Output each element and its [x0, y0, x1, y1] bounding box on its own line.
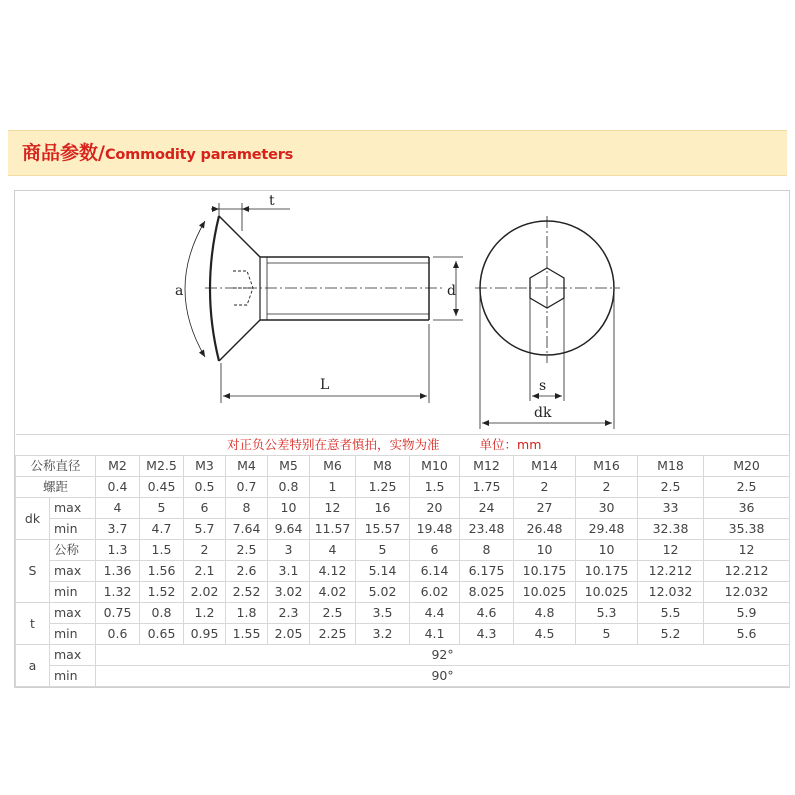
table-cell: 2.05	[268, 624, 310, 645]
table-cell: 4.1	[410, 624, 460, 645]
table-cell: 1.3	[96, 540, 140, 561]
table-cell: 2.02	[184, 582, 226, 603]
table-cell: 4	[96, 498, 140, 519]
table-cell: M12	[460, 456, 514, 477]
table-cell: 5.02	[356, 582, 410, 603]
table-cell: 0.8	[268, 477, 310, 498]
table-cell: 4.7	[140, 519, 184, 540]
table-cell: 0.65	[140, 624, 184, 645]
table-row-s-max	[16, 561, 790, 582]
table-cell: 6.175	[460, 561, 514, 582]
screw-top-view	[475, 216, 620, 429]
table-row-dk-max	[16, 498, 790, 519]
table-cell: 12.032	[638, 582, 704, 603]
table-cell: 3.1	[268, 561, 310, 582]
table-cell: 19.48	[410, 519, 460, 540]
sub-label: min	[50, 666, 96, 687]
sub-label: 公称	[50, 540, 96, 561]
header-bar	[8, 130, 787, 176]
table-cell: M3	[184, 456, 226, 477]
table-cell: 24	[460, 498, 514, 519]
label-d: d	[447, 283, 456, 299]
table-cell: 1.36	[96, 561, 140, 582]
table-cell: 5.6	[704, 624, 790, 645]
table-cell: 1.56	[140, 561, 184, 582]
table-cell: M18	[638, 456, 704, 477]
table-cell: 10	[268, 498, 310, 519]
table-cell: 1.75	[460, 477, 514, 498]
table-cell: 92°	[96, 645, 790, 666]
table-cell: 5.2	[638, 624, 704, 645]
table-cell: 10.175	[514, 561, 576, 582]
table-cell: 3.2	[356, 624, 410, 645]
table-notice-row	[16, 435, 790, 456]
table-cell: 11.57	[310, 519, 356, 540]
table-row-s-min	[16, 582, 790, 603]
table-cell: M14	[514, 456, 576, 477]
sub-label: max	[50, 603, 96, 624]
table-cell: 2.5	[226, 540, 268, 561]
parameters-table	[15, 434, 790, 687]
row-label: 螺距	[16, 477, 96, 498]
table-cell: 0.5	[184, 477, 226, 498]
table-cell: M6	[310, 456, 356, 477]
table-cell: 5	[140, 498, 184, 519]
tolerance-notice: 对正负公差特别在意者慎拍，实物为准	[16, 435, 460, 456]
table-cell: 10	[576, 540, 638, 561]
table-cell: 36	[704, 498, 790, 519]
table-cell: 0.45	[140, 477, 184, 498]
table-cell: 12.212	[704, 561, 790, 582]
table-cell: 10	[514, 540, 576, 561]
table-cell: 10.175	[576, 561, 638, 582]
table-row-t-min	[16, 624, 790, 645]
table-cell: 8.025	[460, 582, 514, 603]
screw-technical-drawing	[15, 191, 789, 434]
table-cell: 6	[184, 498, 226, 519]
table-row-pitch	[16, 477, 790, 498]
screw-side-view	[185, 203, 463, 403]
table-cell: 9.64	[268, 519, 310, 540]
table-cell: 27	[514, 498, 576, 519]
table-cell: 2.5	[638, 477, 704, 498]
table-cell: 2.1	[184, 561, 226, 582]
table-cell: 2.52	[226, 582, 268, 603]
table-cell: 4.5	[514, 624, 576, 645]
table-cell: 6.02	[410, 582, 460, 603]
table-cell: 33	[638, 498, 704, 519]
table-cell: 12.212	[638, 561, 704, 582]
sub-label: min	[50, 582, 96, 603]
table-cell: M16	[576, 456, 638, 477]
sub-label: min	[50, 624, 96, 645]
table-cell: 1.32	[96, 582, 140, 603]
table-cell: 12	[638, 540, 704, 561]
table-cell: 90°	[96, 666, 790, 687]
table-row-dk-min	[16, 519, 790, 540]
table-cell: 3.02	[268, 582, 310, 603]
group-label: a	[16, 645, 50, 687]
table-cell: 4.3	[460, 624, 514, 645]
table-cell: M20	[704, 456, 790, 477]
table-row-t-max	[16, 603, 790, 624]
table-cell: 0.6	[96, 624, 140, 645]
group-label: dk	[16, 498, 50, 540]
table-cell: 10.025	[576, 582, 638, 603]
table-cell: 8	[460, 540, 514, 561]
label-t: t	[269, 193, 275, 209]
label-s: s	[539, 378, 547, 394]
label-L: L	[320, 377, 330, 393]
table-row-a-max	[16, 645, 790, 666]
label-a: a	[175, 283, 184, 299]
table-cell: 2	[184, 540, 226, 561]
table-cell: 2.3	[268, 603, 310, 624]
table-cell: 23.48	[460, 519, 514, 540]
row-label: 公称直径	[16, 456, 96, 477]
table-cell: 0.8	[140, 603, 184, 624]
table-cell: 26.48	[514, 519, 576, 540]
table-cell: 12	[310, 498, 356, 519]
table-cell: 3	[268, 540, 310, 561]
table-cell: 1.55	[226, 624, 268, 645]
table-cell: 4.02	[310, 582, 356, 603]
group-label: t	[16, 603, 50, 645]
table-cell: 16	[356, 498, 410, 519]
table-cell: 12	[704, 540, 790, 561]
sub-label: max	[50, 498, 96, 519]
table-cell: M2	[96, 456, 140, 477]
table-cell: 1.25	[356, 477, 410, 498]
sub-label: max	[50, 645, 96, 666]
table-cell: 2	[514, 477, 576, 498]
table-cell: 5	[356, 540, 410, 561]
table-cell: 0.7	[226, 477, 268, 498]
table-cell: 1.2	[184, 603, 226, 624]
table-cell: M8	[356, 456, 410, 477]
title-cn: 商品参数/	[22, 142, 105, 164]
table-cell: 5.5	[638, 603, 704, 624]
table-cell: 35.38	[704, 519, 790, 540]
table-cell: 7.64	[226, 519, 268, 540]
title-en: Commodity parameters	[104, 147, 294, 163]
table-cell: 2.6	[226, 561, 268, 582]
table-cell: 4.8	[514, 603, 576, 624]
table-cell: 20	[410, 498, 460, 519]
table-cell: 1.5	[140, 540, 184, 561]
table-cell: 5.3	[576, 603, 638, 624]
group-label: S	[16, 540, 50, 603]
label-dk: dk	[534, 405, 552, 421]
table-cell: 2.5	[704, 477, 790, 498]
table-cell: 3.5	[356, 603, 410, 624]
table-cell: M2.5	[140, 456, 184, 477]
table-cell: 32.38	[638, 519, 704, 540]
table-cell: 1.52	[140, 582, 184, 603]
table-cell: 6.14	[410, 561, 460, 582]
table-row-s-nominal	[16, 540, 790, 561]
table-cell: 3.7	[96, 519, 140, 540]
table-cell: 2	[576, 477, 638, 498]
table-row-size	[16, 456, 790, 477]
table-cell: 4.12	[310, 561, 356, 582]
table-cell: M10	[410, 456, 460, 477]
table-cell: 5.14	[356, 561, 410, 582]
page-title	[22, 142, 293, 166]
table-cell: M4	[226, 456, 268, 477]
table-cell: 0.95	[184, 624, 226, 645]
table-cell: 6	[410, 540, 460, 561]
table-cell: 4	[310, 540, 356, 561]
table-cell: 30	[576, 498, 638, 519]
table-cell: 4.4	[410, 603, 460, 624]
table-cell: 12.032	[704, 582, 790, 603]
table-row-a-min	[16, 666, 790, 687]
sub-label: min	[50, 519, 96, 540]
table-cell: 29.48	[576, 519, 638, 540]
table-cell: 5.9	[704, 603, 790, 624]
table-cell: 5.7	[184, 519, 226, 540]
table-cell: 8	[226, 498, 268, 519]
table-cell: 4.6	[460, 603, 514, 624]
unit-notice: 单位：mm	[460, 435, 790, 456]
table-cell: 2.25	[310, 624, 356, 645]
table-cell: 15.57	[356, 519, 410, 540]
table-cell: 1.5	[410, 477, 460, 498]
table-cell: 0.4	[96, 477, 140, 498]
table-cell: 1	[310, 477, 356, 498]
table-cell: 10.025	[514, 582, 576, 603]
table-cell: 0.75	[96, 603, 140, 624]
table-cell: 5	[576, 624, 638, 645]
sub-label: max	[50, 561, 96, 582]
table-cell: 2.5	[310, 603, 356, 624]
table-cell: 1.8	[226, 603, 268, 624]
table-cell: M5	[268, 456, 310, 477]
parameters-panel	[14, 190, 790, 688]
